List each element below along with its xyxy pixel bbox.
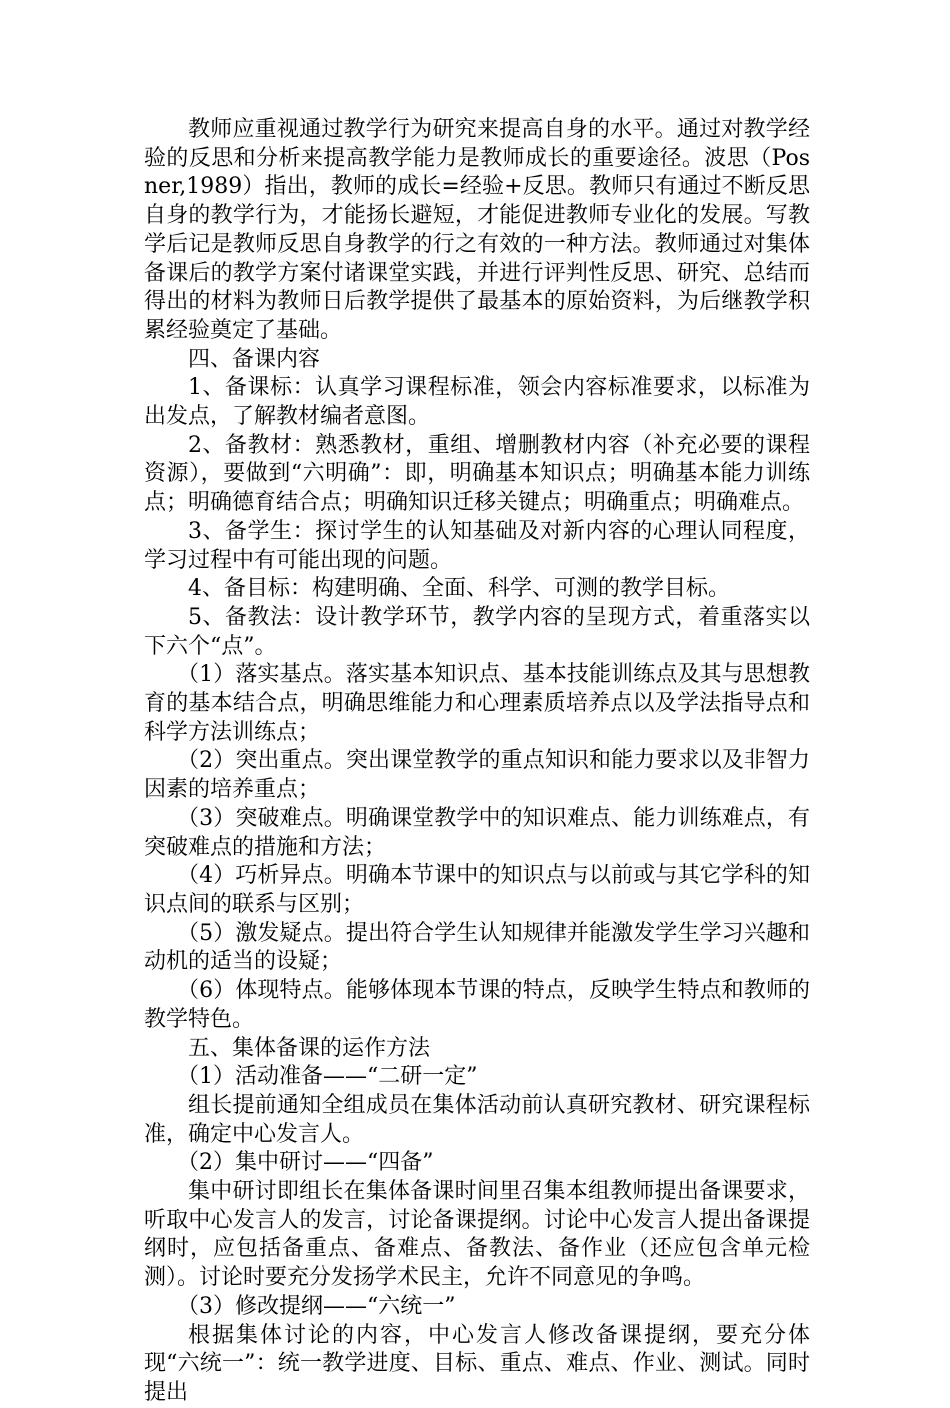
sub-item-basic-points: （1）落实基点。落实基本知识点、基本技能训练点及其与思想教育的基本结合点，明确思维能力和心理素质培养点以及学法指导点和科学方法训练点； xyxy=(144,662,810,745)
paragraph-preparation: 组长提前通知全组成员在集体活动前认真研究教材、研究课程标准，确定中心发言人。 xyxy=(144,1092,810,1147)
list-item-students: 3、备学生：探讨学生的认知基础及对新内容的心理认同程度，学习过程中有可能出现的问题。 xyxy=(144,518,810,573)
sub-heading-preparation: （1）活动准备——“二研一定” xyxy=(177,1064,478,1090)
list-item-textbook: 2、备教材：熟悉教材，重组、增删教材内容（补充必要的课程资源），要做到“六明确”：即，明确基本知识点；明确基本能力训练点；明确德育结合点；明确知识迁移关键点；明确重点；明确难点。 xyxy=(144,432,810,516)
list-item-curriculum: 1、备课标：认真学习课程标准，领会内容标准要求，以标准为出发点，了解教材编者意图。 xyxy=(144,375,810,430)
sub-item-key-points: （2）突出重点。突出课堂教学的重点知识和能力要求以及非智力因素的培养重点； xyxy=(144,748,810,803)
sub-item-features: （6）体现特点。能够体现本节课的特点，反映学生特点和教师的教学特色。 xyxy=(144,978,810,1032)
heading-section-5: 五、集体备课的运作方法 xyxy=(188,1035,431,1061)
sub-heading-discussion: （2）集中研讨——“四备” xyxy=(177,1150,434,1176)
document-body xyxy=(144,116,810,1408)
sub-item-difficult-points: （3）突破难点。明确课堂教学中的知识难点、能力训练难点，有突破难点的措施和方法； xyxy=(144,805,810,860)
sub-item-different-points: （4）巧析异点。明确本节课中的知识点与以前或与其它学科的知识点间的联系与区别； xyxy=(144,863,810,917)
list-item-methods: 5、备教法：设计教学环节，教学内容的呈现方式，着重落实以下六个“点”。 xyxy=(144,604,810,659)
paragraph-discussion: 集中研讨即组长在集体备课时间里召集本组教师提出备课要求，听取中心发言人的发言，讨论备课提纲。讨论中心发言人提出备课提纲时，应包括备重点、备难点、备教法、备作业（还应包含单元检测）。讨论时要充分发扬学术民主，允许不同意见的争鸣。 xyxy=(144,1179,810,1291)
paragraph-revision: 根据集体讨论的内容，中心发言人修改备课提纲，要充分体现“六统一”：统一教学进度、目标、重点、难点、作业、测试。同时提出 xyxy=(144,1322,810,1405)
paragraph-reflection: 教师应重视通过教学行为研究来提高自身的水平。通过对教学经验的反思和分析来提高教学能力是教师成长的重要途径。波思（Posner,1989）指出，教师的成长=经验+反思。教师只有通过不断反思自身的教学行为，才能扬长避短，才能促进教师专业化的发展。写教学后记是教师反思自身教学的行之有效的一种方法。教师通过对集体备课后的教学方案付诸课堂实践，并进行评判性反思、研究、总结而得出的材料为教师日后教学提供了最基本的原始资料，为后继教学积累经验奠定了基础。 xyxy=(144,117,810,343)
heading-section-4: 四、备课内容 xyxy=(188,346,321,372)
list-item-objectives: 4、备目标：构建明确、全面、科学、可测的教学目标。 xyxy=(188,576,730,602)
sub-item-doubt-points: （5）激发疑点。提出符合学生认知规律并能激发学生学习兴趣和动机的适当的设疑； xyxy=(144,920,810,975)
sub-heading-revision: （3）修改提纲——“六统一” xyxy=(177,1293,456,1319)
